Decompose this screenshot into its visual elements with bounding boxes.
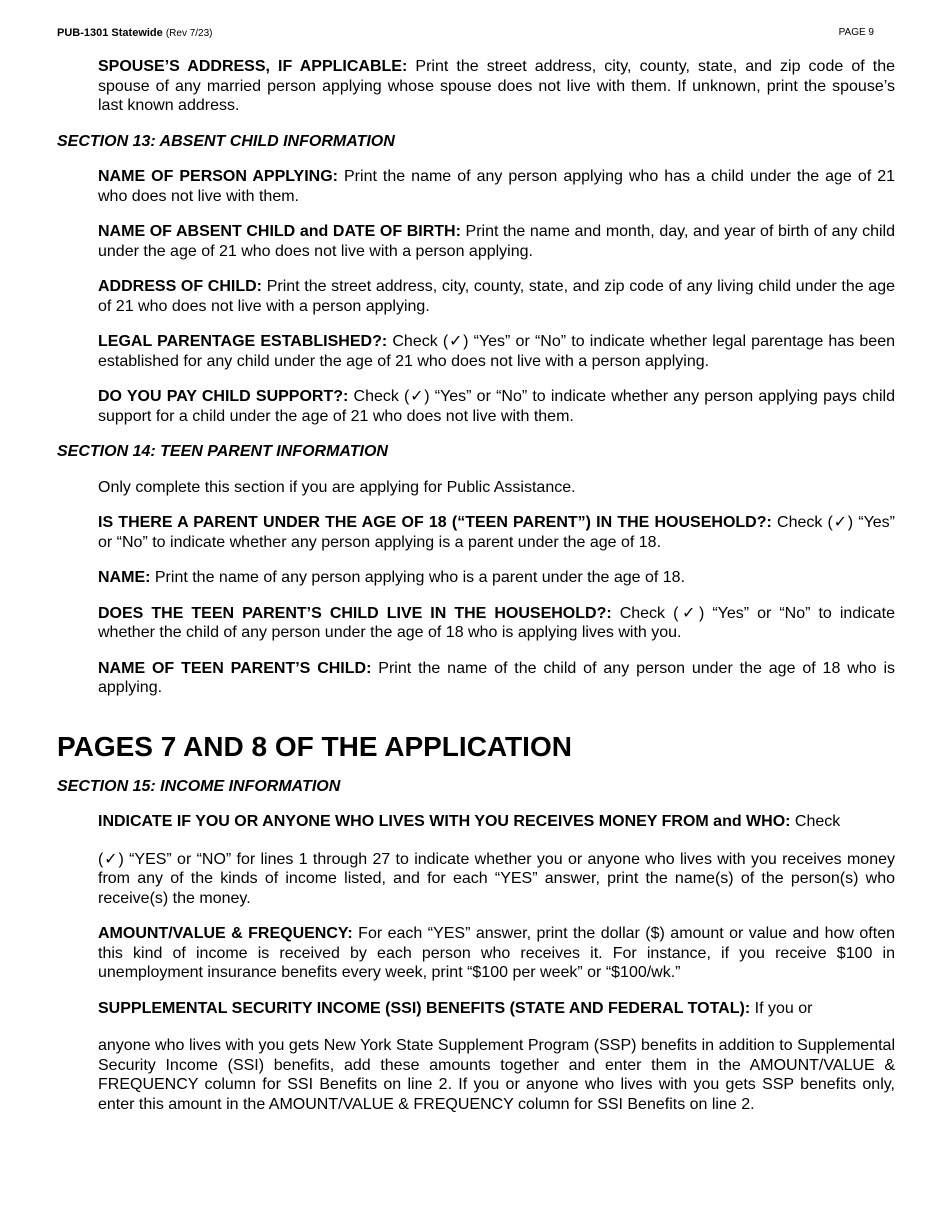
s13-item-text: Check (✓) “Yes” or “No” to indicate whether any person applying pays child support for a child under the age of 21 who does not live with them.	[98, 388, 895, 425]
s14-item-text: Print the name of any person applying who is a parent under the age of 18.	[150, 569, 686, 586]
s14-item-name	[98, 568, 895, 588]
s13-item-text: Print the street address, city, county, state, and zip code of any living child under the age of 21 who does not live with a person applying.	[98, 278, 895, 315]
s14-item-label: IS THERE A PARENT UNDER THE AGE OF 18 (“TEEN PARENT”) IN THE HOUSEHOLD?:	[98, 514, 772, 531]
spouse-address-label: SPOUSE’S ADDRESS, IF APPLICABLE:	[98, 58, 408, 75]
s14-item-text: Check (✓) “Yes” or “No” to indicate whether the child of any person under the age of 18 who is applying lives with you.	[98, 604, 895, 641]
s13-item-label: DO YOU PAY CHILD SUPPORT?:	[98, 388, 349, 405]
page-header	[57, 27, 874, 43]
page-content	[57, 57, 895, 1130]
s14-item-text: Check (✓) “Yes” or “No” to indicate whether any person applying is a parent under the age of 18.	[98, 514, 896, 551]
s15-indicate-text: (✓) “YES” or “NO” for lines 1 through 27 to indicate whether you or anyone who lives with you receives money from any of the kinds of income listed, and for each “YES” answer, print the name(s) of the person(s) who receive(s) the money.	[98, 850, 895, 907]
s13-item-label: NAME OF PERSON APPLYING:	[98, 168, 338, 185]
page-number: PAGE 9	[838, 27, 874, 38]
s13-item-legal-parentage	[98, 332, 895, 371]
s15-amount-label: AMOUNT/VALUE & FREQUENCY:	[98, 925, 353, 942]
s13-item-label: LEGAL PARENTAGE ESTABLISHED?:	[98, 333, 388, 350]
section-13-title: SECTION 13: ABSENT CHILD INFORMATION	[57, 132, 395, 150]
s13-item-absent-child	[98, 222, 895, 261]
s13-item-label: ADDRESS OF CHILD:	[98, 278, 263, 295]
s15-ssi-heading	[98, 999, 895, 1019]
s15-ssi-text: anyone who lives with you gets New York State Supplement Program (SSP) benefits in addition to Supplemental Security Income (SSI) benefits, add these amounts together and enter them in the AMOUNT/VALUE & FREQUENCY column for SSI Benefits on line 2. If you or anyone who lives with you gets SSP benefits only, enter this amount in the AMOUNT/VALUE & FREQUENCY column for SSI Benefits on line 2.	[98, 1037, 895, 1113]
s13-item-text: Print the name and month, day, and year of birth of any child under the age of 21 who does not live with a person applying.	[98, 223, 895, 260]
s14-item-child-lives	[98, 604, 895, 643]
s13-item-child-support	[98, 387, 895, 426]
s15-amount-paragraph	[98, 924, 895, 983]
doc-revision: (Rev 7/23)	[165, 28, 213, 39]
s14-item-label: DOES THE TEEN PARENT’S CHILD LIVE IN THE HOUSEHOLD?:	[98, 604, 612, 622]
s14-intro: Only complete this section if you are applying for Public Assistance.	[98, 478, 576, 496]
spouse-address-text: Print the street address, city, county, state, and zip code of the spouse of any married person applying whose spouse does not live with them. If unknown, print the spouse’s last known address.	[98, 58, 895, 114]
s14-item-label: NAME:	[98, 569, 151, 586]
s13-item-label: NAME OF ABSENT CHILD and DATE OF BIRTH:	[98, 223, 461, 240]
s14-item-text: Print the name of the child of any person under the age of 18 who is applying.	[98, 659, 896, 696]
s15-ssi-lead: If you or	[750, 999, 813, 1017]
section-14-title: SECTION 14: TEEN PARENT INFORMATION	[57, 443, 388, 460]
s15-indicate-label: INDICATE IF YOU OR ANYONE WHO LIVES WITH YOU RECEIVES MONEY FROM and WHO:	[98, 813, 791, 830]
s13-item-text: Print the name of any person applying who has a child under the age of 21 who does not live with them.	[98, 168, 895, 205]
section-15-title: SECTION 15: INCOME INFORMATION	[57, 777, 341, 795]
s13-item-person-applying	[98, 167, 895, 206]
s14-item-label: NAME OF TEEN PARENT’S CHILD:	[98, 659, 372, 677]
pages-7-8-heading: PAGES 7 AND 8 OF THE APPLICATION	[57, 730, 572, 762]
s13-item-text: Check (✓) “Yes” or “No” to indicate whether legal parentage has been established for any child under the age of 21 who does not live with a person applying.	[98, 333, 895, 370]
s15-amount-text: For each “YES” answer, print the dollar ($) amount or value and how often this kind of income is received by each person who receives it. For instance, if you receive $100 in unemployment insurance benefits every week, print “$100 per week” or “$100/wk.”	[98, 925, 895, 981]
s15-indicate-heading	[98, 812, 895, 832]
doc-id: PUB-1301 Statewide	[57, 27, 163, 39]
s14-item-child-name	[98, 659, 895, 698]
spouse-address-paragraph	[98, 57, 895, 116]
s13-item-address-of-child	[98, 277, 895, 316]
s15-indicate-lead: Check	[790, 813, 841, 830]
header-doc-id	[57, 27, 213, 39]
s15-ssi-label: SUPPLEMENTAL SECURITY INCOME (SSI) BENEFITS (STATE AND FEDERAL TOTAL):	[98, 999, 751, 1017]
s14-item-teen-parent	[98, 513, 895, 552]
